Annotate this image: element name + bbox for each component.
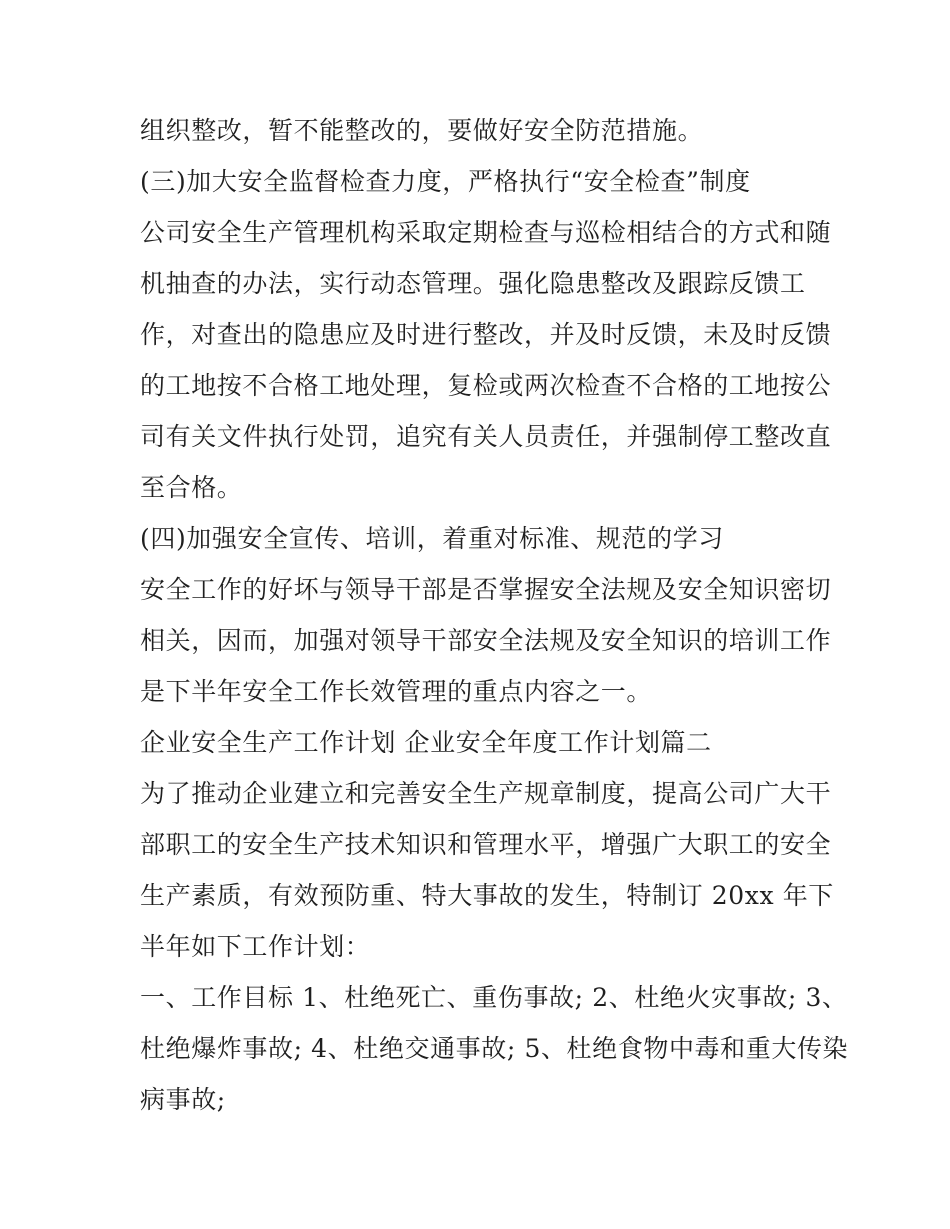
text-line: 安全工作的好坏与领导干部是否掌握安全法规及安全知识密切 [140,575,832,604]
text-line: 公司安全生产管理机构采取定期检查与巡检相结合的方式和随 [140,218,832,247]
text-line: 至合格。 [140,473,243,502]
text-line: 部职工的安全生产技术知识和管理水平，增强广大职工的安全 [140,830,832,859]
text-line: 作，对查出的隐患应及时进行整改，并及时反馈，未及时反馈 [140,320,832,349]
text-line: 是下半年安全工作长效管理的重点内容之一。 [140,677,653,706]
article-title: 企业安全生产工作计划 企业安全年度工作计划篇二 [140,728,712,757]
section-heading: (四)加强安全宣传、培训，着重对标准、规范的学习 [140,524,724,553]
text-line: 组织整改，暂不能整改的，要做好安全防范措施。 [140,116,704,145]
text-line: 病事故; [140,1085,226,1114]
text-line: 司有关文件执行处罚，追究有关人员责任，并强制停工整改直 [140,422,832,451]
text-line: 为了推动企业建立和完善安全生产规章制度，提高公司广大干 [140,779,832,808]
text-line: 相关，因而，加强对领导干部安全法规及安全知识的培训工作 [140,626,832,655]
text-line: 机抽查的办法，实行动态管理。强化隐患整改及跟踪反馈工 [140,269,806,298]
text-line: 杜绝爆炸事故; 4、杜绝交通事故; 5、杜绝食物中毒和重大传染 [140,1034,849,1063]
document-body [140,105,849,1125]
text-line: 一、工作目标 1、杜绝死亡、重伤事故; 2、杜绝火灾事故; 3、 [140,983,848,1012]
section-heading: (三)加大安全监督检查力度，严格执行“安全检查”制度 [140,167,751,196]
text-line: 生产素质，有效预防重、特大事故的发生，特制订 20xx 年下 [140,881,834,910]
text-line: 半年如下工作计划： [140,932,371,961]
text-line: 的工地按不合格工地处理，复检或两次检查不合格的工地按公 [140,371,832,400]
